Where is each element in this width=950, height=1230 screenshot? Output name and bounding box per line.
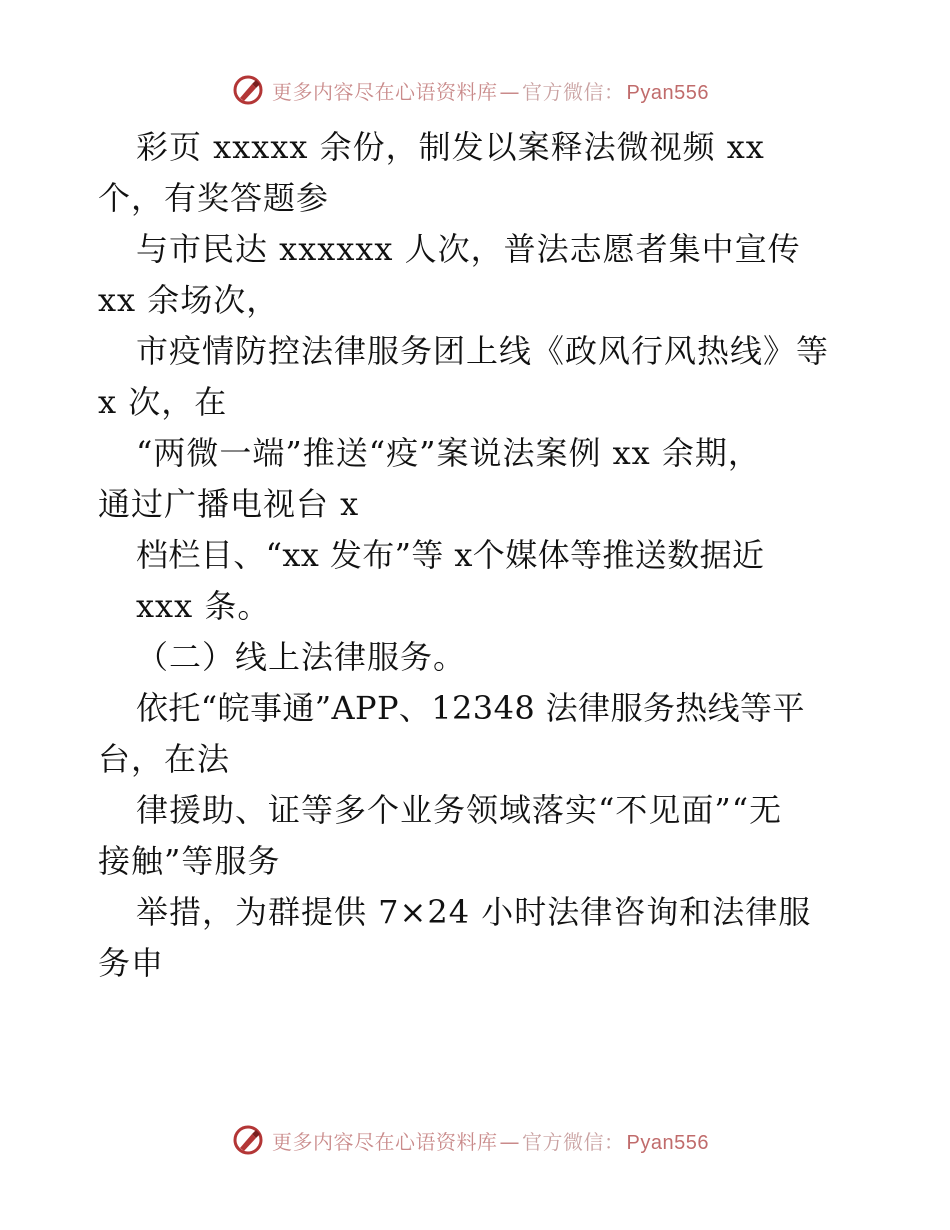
watermark-text bbox=[272, 76, 709, 105]
watermark-wechat-label: 官方微信： bbox=[522, 1129, 625, 1154]
text-line: xxx 条。 bbox=[136, 587, 271, 625]
text-line: 接触”等服务 bbox=[98, 842, 281, 880]
text-line: 市疫情防控法律服务团上线《政风行风热线》等 bbox=[136, 332, 830, 370]
text-line: xx 余场次， bbox=[98, 281, 280, 319]
text-line: 律援助、证等多个业务领域落实“不见面”“无 bbox=[136, 791, 783, 829]
watermark-wechat-id: Pyan556 bbox=[626, 81, 709, 104]
text-line: 依托“皖事通”APP、12348 法律服务热线等平 bbox=[136, 689, 805, 727]
watermark-dash: — bbox=[499, 1129, 520, 1154]
text-line: 务申 bbox=[98, 944, 165, 982]
text-line: “两微一端”推送“疫”案说法案例 xx 余期， bbox=[136, 434, 761, 472]
text-line: 举措，为群提供 7×24 小时法律咨询和法律服 bbox=[136, 893, 812, 931]
text-line: 彩页 xxxxx 余份，制发以案释法微视频 xx bbox=[136, 128, 765, 166]
text-line: 台，在法 bbox=[98, 740, 231, 778]
logo-pen-icon bbox=[232, 1124, 264, 1156]
watermark-main-text: 更多内容尽在心语资料库 bbox=[272, 1129, 498, 1154]
watermark-dash: — bbox=[499, 79, 520, 104]
text-line: x 次，在 bbox=[98, 383, 228, 421]
text-line: 个，有奖答题参 bbox=[98, 179, 330, 217]
watermark-wechat-label: 官方微信： bbox=[522, 79, 625, 104]
watermark-text bbox=[272, 1126, 709, 1155]
text-line: 与市民达 xxxxxx 人次，普法志愿者集中宣传 bbox=[136, 230, 801, 268]
section-heading: （二）线上法律服务。 bbox=[136, 638, 467, 676]
text-line: 通过广播电视台 x bbox=[98, 485, 360, 523]
footer-watermark bbox=[232, 1120, 709, 1160]
text-line: 档栏目、“xx 发布”等 x个媒体等推送数据近 bbox=[136, 536, 765, 574]
watermark-wechat-id: Pyan556 bbox=[626, 1131, 709, 1154]
watermark-main-text: 更多内容尽在心语资料库 bbox=[272, 79, 498, 104]
logo-pen-icon bbox=[232, 74, 264, 106]
header-watermark bbox=[232, 70, 709, 110]
document-body bbox=[98, 122, 898, 989]
